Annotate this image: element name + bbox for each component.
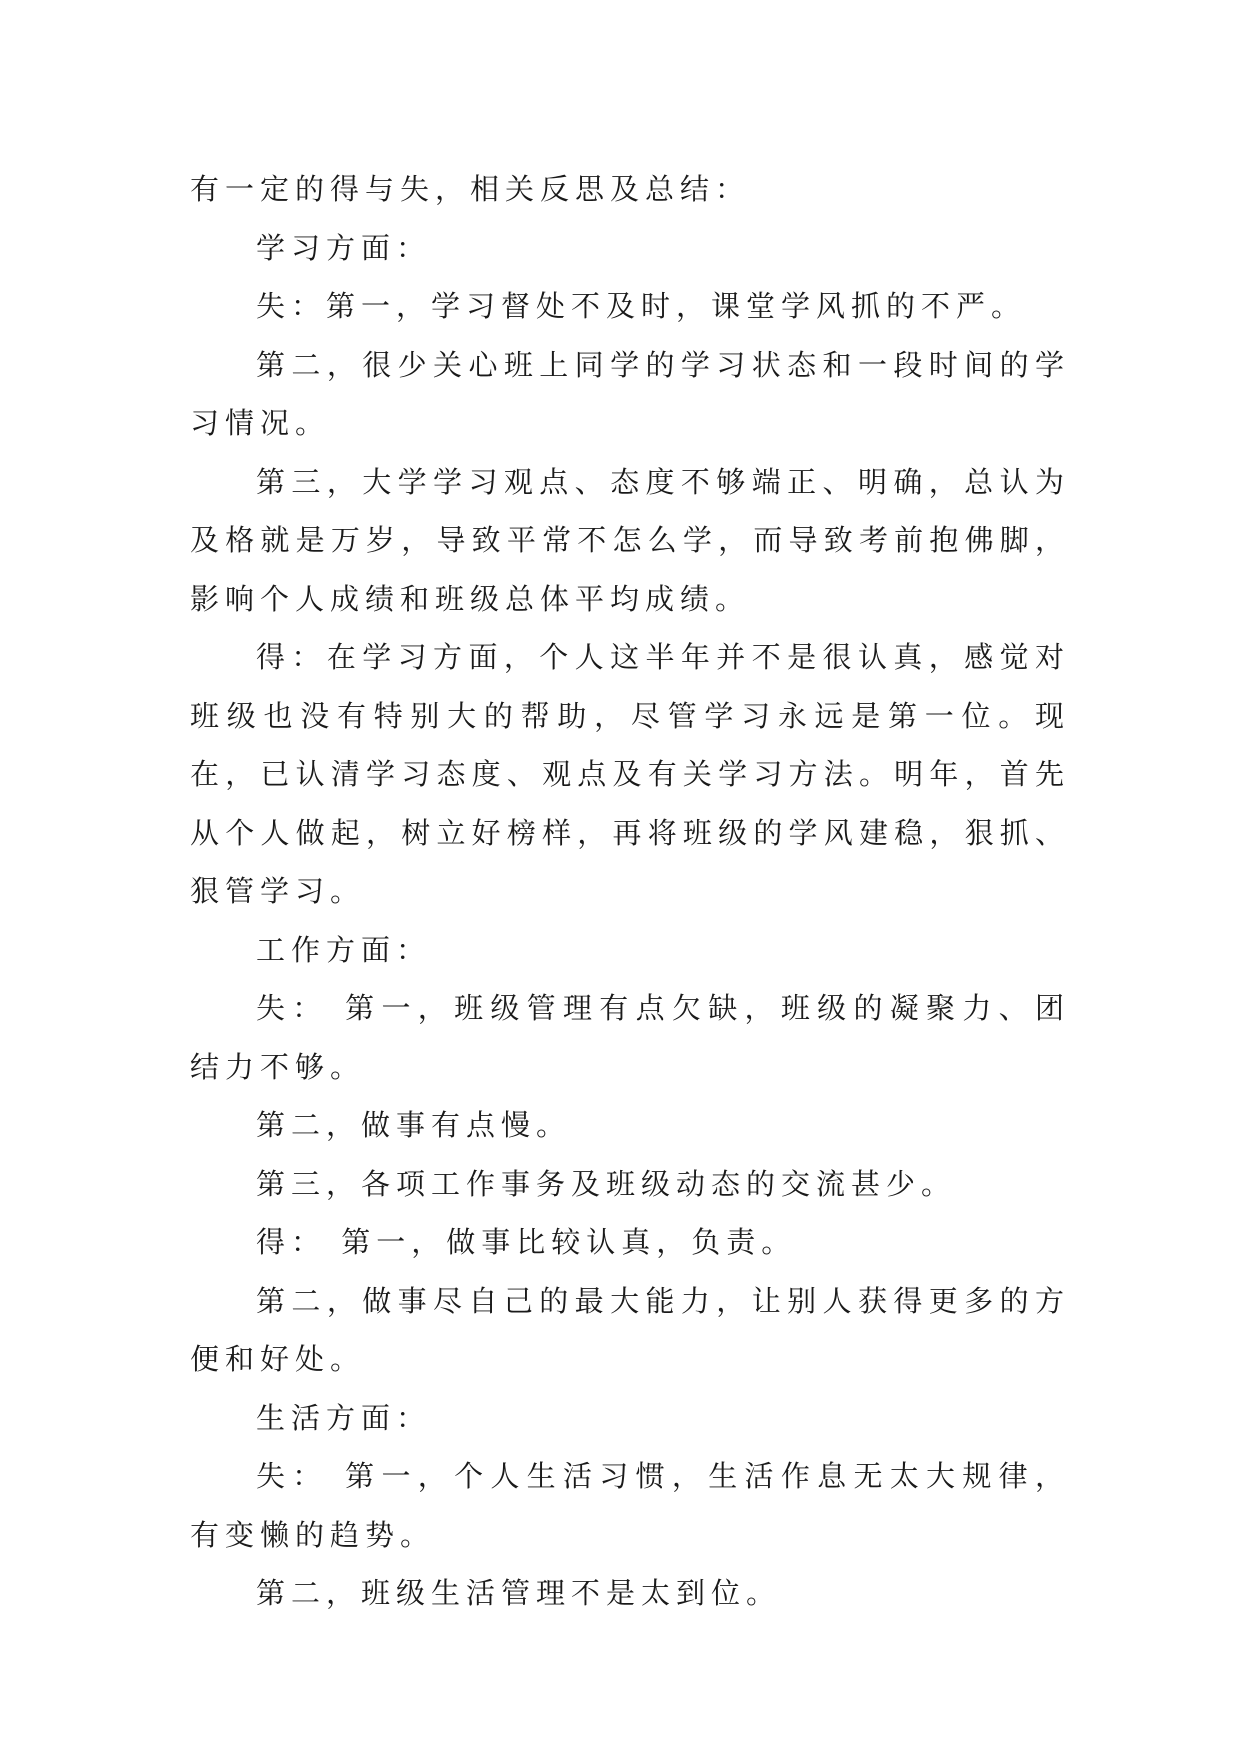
paragraph: 得：在学习方面，个人这半年并不是很认真，感觉对班级也没有特别大的帮助，尽管学习永远是第一位。现在，已认清学习态度、观点及有关学习方法。明年，首先从个人做起，树立好榜样，再将班级的学风建稳，狠抓、狠管学习。 — [190, 640, 1070, 908]
paragraph: 第三，各项工作事务及班级动态的交流甚少。 — [256, 1166, 957, 1201]
paragraph: 第二，班级生活管理不是太到位。 — [256, 1576, 782, 1610]
paragraph: 失：第一，学习督处不及时，课堂学风抓的不严。 — [256, 289, 1027, 323]
paragraph: 第三，大学学习观点、态度不够端正、明确，总认为及格就是万岁，导致平常不怎么学，而导致考前抱佛脚，影响个人成绩和班级总体平均成绩。 — [190, 464, 1070, 616]
paragraph: 第二，做事有点慢。 — [256, 1108, 572, 1142]
paragraph: 得： 第一，做事比较认真，负责。 — [256, 1225, 797, 1259]
paragraph: 第二，很少关心班上同学的学习状态和一段时间的学习情况。 — [190, 347, 1070, 440]
section-heading-work: 工作方面： — [256, 932, 432, 967]
paragraph: 有一定的得与失，相关反思及总结： — [190, 172, 751, 206]
paragraph: 失： 第一，个人生活习惯，生活作息无太大规律，有变懒的趋势。 — [190, 1459, 1070, 1552]
document-body — [190, 160, 1070, 1623]
paragraph: 第二，做事尽自己的最大能力，让别人获得更多的方便和好处。 — [190, 1283, 1070, 1376]
paragraph: 失： 第一，班级管理有点欠缺，班级的凝聚力、团结力不够。 — [190, 991, 1070, 1084]
section-heading-life: 生活方面： — [256, 1400, 432, 1435]
section-heading-study: 学习方面： — [256, 230, 432, 265]
